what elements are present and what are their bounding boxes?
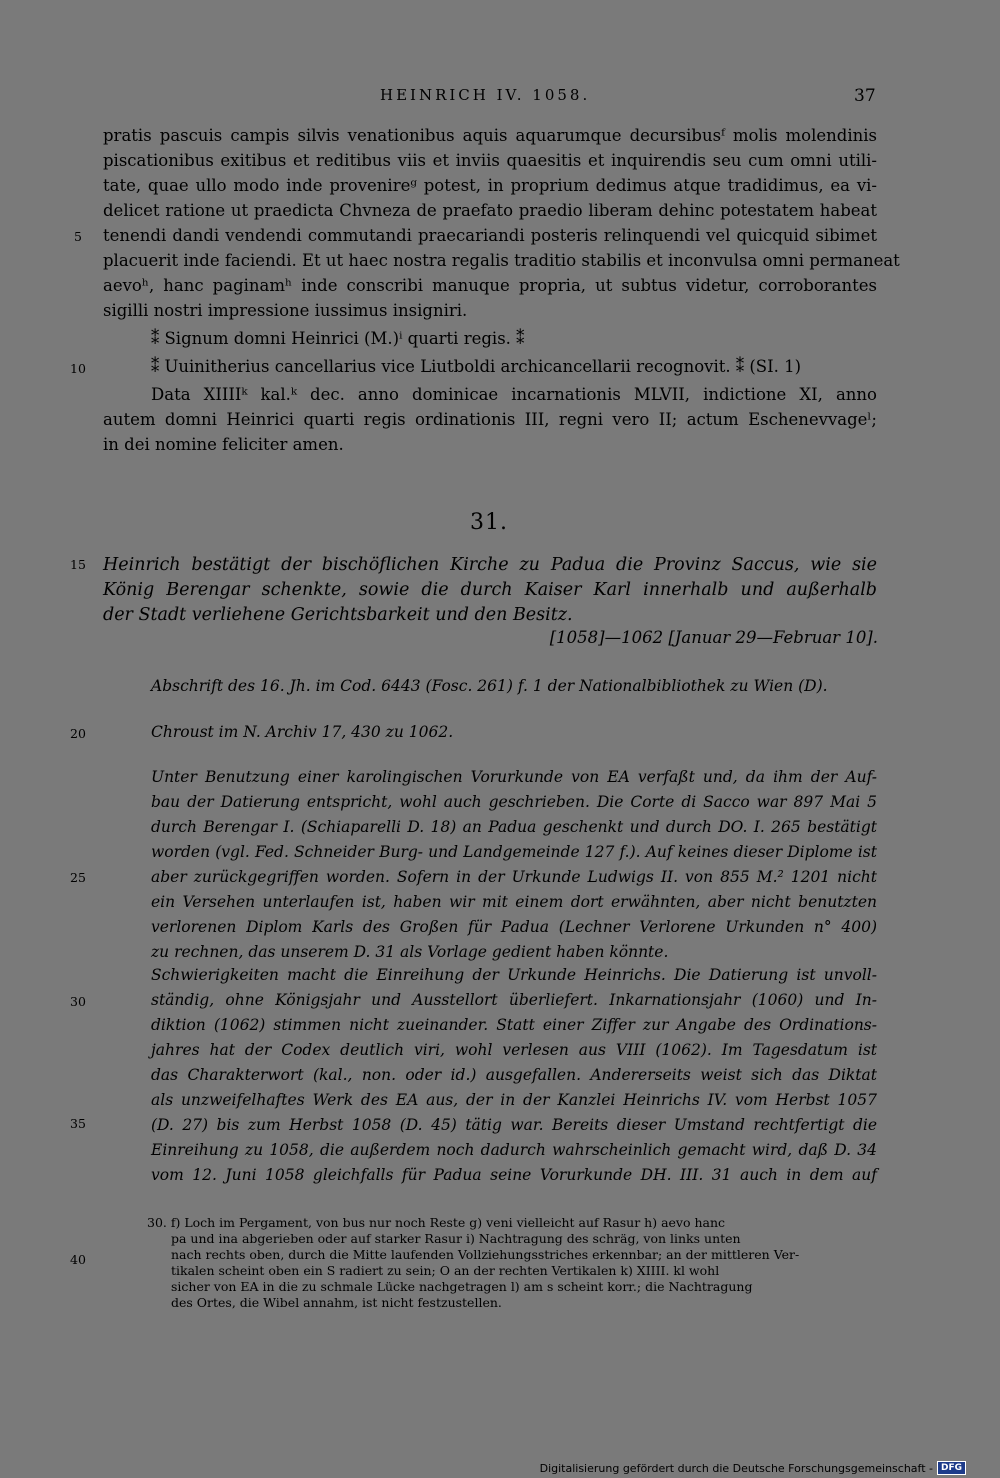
- datum-line: autem domni Heinrici quarti regis ordinationis III, regni vero II; actum Eschenevvageˡ;: [103, 410, 877, 429]
- funding-credit-text: Digitalisierung gefördert durch die Deutsche Forschungsgemeinschaft -: [539, 1461, 933, 1475]
- regest-line: Heinrich bestätigt der bischöflichen Kirche zu Padua die Provinz Saccus, wie sie: [103, 555, 877, 575]
- page-number: 37: [854, 86, 876, 106]
- text-line: tate, quae ullo modo inde provenireᵍ potest, in proprium dedimus atque tradidimus, ea vi-: [103, 176, 877, 195]
- document-date: [1058]—1062 [Januar 29—Februar 10].: [549, 628, 878, 647]
- regest-line: König Berengar schenkte, sowie die durch Kaiser Karl innerhalb und außerhalb: [103, 580, 877, 600]
- footnotes: [103, 1215, 873, 1311]
- text-line: sigilli nostri impressione iussimus insigniri.: [103, 301, 468, 320]
- document-number: 31.: [470, 510, 508, 535]
- line-number-25: 25: [70, 870, 86, 885]
- commentary-line: (D. 27) bis zum Herbst 1058 (D. 45) tätig war. Bereits dieser Umstand rechtfertigt die: [151, 1116, 877, 1134]
- text-line: delicet ratione ut praedicta Chvneza de praefato praedio liberam dehinc potestatem habeat: [103, 201, 877, 220]
- signum-line: ⁑ Signum domni Heinrici (M.)ⁱ quarti regis. ⁑: [151, 329, 525, 348]
- text-line: placuerit inde faciendi. Et ut haec nostra regalis traditio stabilis et inconvulsa omni permaneat: [103, 251, 900, 270]
- footnote-line: nach rechts oben, durch die Mitte laufenden Vollziehungsstriches erkennbar; an der mittleren Ver-: [171, 1247, 800, 1262]
- footnote-line: sicher von EA in die zu schmale Lücke nachgetragen l) am s scheint korr.; die Nachtragung: [171, 1279, 753, 1294]
- dfg-logo: DFG: [937, 1461, 966, 1475]
- commentary-line: Unter Benutzung einer karolingischen Vorurkunde von EA verfaßt und, da ihm der Auf-: [151, 768, 877, 786]
- line-number-5: 5: [74, 229, 82, 244]
- text-line: pratis pascuis campis silvis venationibus aquis aquarumque decursibusᶠ molis molendinis: [103, 126, 877, 145]
- line-number-10: 10: [70, 361, 86, 376]
- footnote-line: pa und ina abgerieben oder auf starker Rasur i) Nachtragung des schräg, von links unten: [171, 1231, 741, 1246]
- footnote-line: 30. f) Loch im Pergament, von bus nur noch Reste g) veni vielleicht auf Rasur h) aevo hanc: [147, 1215, 726, 1230]
- commentary-line: als unzweifelhaftes Werk des EA aus, der in der Kanzlei Heinrichs IV. vom Herbst 1057: [151, 1091, 877, 1109]
- line-number-30: 30: [70, 994, 86, 1009]
- text-line: aevoʰ, hanc paginamʰ inde conscribi manuque propria, ut subtus videtur, corroborantes: [103, 276, 877, 295]
- commentary-line: ständig, ohne Königsjahr und Ausstellort überliefert. Inkarnationsjahr (1060) und In-: [151, 991, 877, 1009]
- previous-document-text: [103, 123, 900, 457]
- running-head: HEINRICH IV. 1058.: [380, 86, 591, 104]
- line-number-40: 40: [70, 1252, 86, 1267]
- line-number-15: 15: [70, 557, 86, 572]
- footnote-line: des Ortes, die Wibel annahm, ist nicht festzustellen.: [171, 1295, 502, 1310]
- funding-credit: [540, 1461, 966, 1475]
- recognition-line: ⁑ Uuinitherius cancellarius vice Liutboldi archicancellarii recognovit. ⁑ (SI. 1): [151, 357, 802, 376]
- text-line: tenendi dandi vendendi commutandi praecariandi posteris relinquendi vel quicquid sibimet: [103, 226, 877, 245]
- commentary-line: jahres hat der Codex deutlich viri, wohl verlesen aus VIII (1062). Im Tagesdatum ist: [151, 1041, 877, 1059]
- line-number-35: 35: [70, 1116, 86, 1131]
- commentary-line: durch Berengar I. (Schiaparelli D. 18) an Padua geschenkt und durch DO. I. 265 bestätigt: [151, 818, 877, 836]
- commentary-line: das Charakterwort (kal., non. oder id.) ausgefallen. Andererseits weist sich das Diktat: [151, 1066, 877, 1084]
- commentary-line: aber zurückgegriffen worden. Sofern in der Urkunde Ludwigs II. von 855 M.² 1201 nicht: [151, 868, 877, 886]
- tradition-note: Abschrift des 16. Jh. im Cod. 6443 (Fosc. 261) f. 1 der Nationalbibliothek zu Wien (D).: [151, 677, 828, 695]
- commentary-paragraph-2: [103, 963, 877, 1188]
- commentary-line: Schwierigkeiten macht die Einreihung der Urkunde Heinrichs. Die Datierung ist unvoll-: [151, 966, 877, 984]
- edition-note: Chroust im N. Archiv 17, 430 zu 1062.: [151, 723, 454, 741]
- datum-line: in dei nomine feliciter amen.: [103, 435, 344, 454]
- commentary-line: worden (vgl. Fed. Schneider Burg- und Landgemeinde 127 f.). Auf keines dieser Diplome ist: [151, 843, 877, 861]
- footnote-line: tikalen scheint oben ein S radiert zu sein; O an der rechten Vertikalen k) XIIII. kl wohl: [171, 1263, 720, 1278]
- datum-line: Data XIIIIᵏ kal.ᵏ dec. anno dominicae incarnationis MLVII, indictione XI, anno: [151, 385, 877, 404]
- line-number-20: 20: [70, 726, 86, 741]
- commentary-line: zu rechnen, das unserem D. 31 als Vorlage gedient haben könnte.: [151, 943, 669, 961]
- commentary-line: ein Versehen unterlaufen ist, haben wir mit einem dort erwähnten, aber nicht benutzten: [151, 893, 877, 911]
- commentary-line: diktion (1062) stimmen nicht zueinander. Statt einer Ziffer zur Angabe des Ordinations-: [151, 1016, 877, 1034]
- commentary-line: verlorenen Diplom Karls des Großen für Padua (Lechner Verlorene Urkunden n° 400): [151, 918, 877, 936]
- commentary-line: vom 12. Juni 1058 gleichfalls für Padua seine Vorurkunde DH. III. 31 auch in dem auf: [151, 1166, 877, 1184]
- regest-line: der Stadt verliehene Gerichtsbarkeit und den Besitz.: [103, 605, 573, 625]
- regest: [103, 553, 877, 628]
- commentary-line: bau der Datierung entspricht, wohl auch geschrieben. Die Corte di Sacco war 897 Mai 5: [151, 793, 877, 811]
- text-line: piscationibus exitibus et reditibus viis et inviis quaesitis et inquirendis seu cum omni utili-: [103, 151, 877, 170]
- commentary-line: Einreihung zu 1058, die außerdem noch dadurch wahrscheinlich gemacht wird, daß D. 34: [151, 1141, 877, 1159]
- commentary-paragraph-1: [103, 765, 877, 965]
